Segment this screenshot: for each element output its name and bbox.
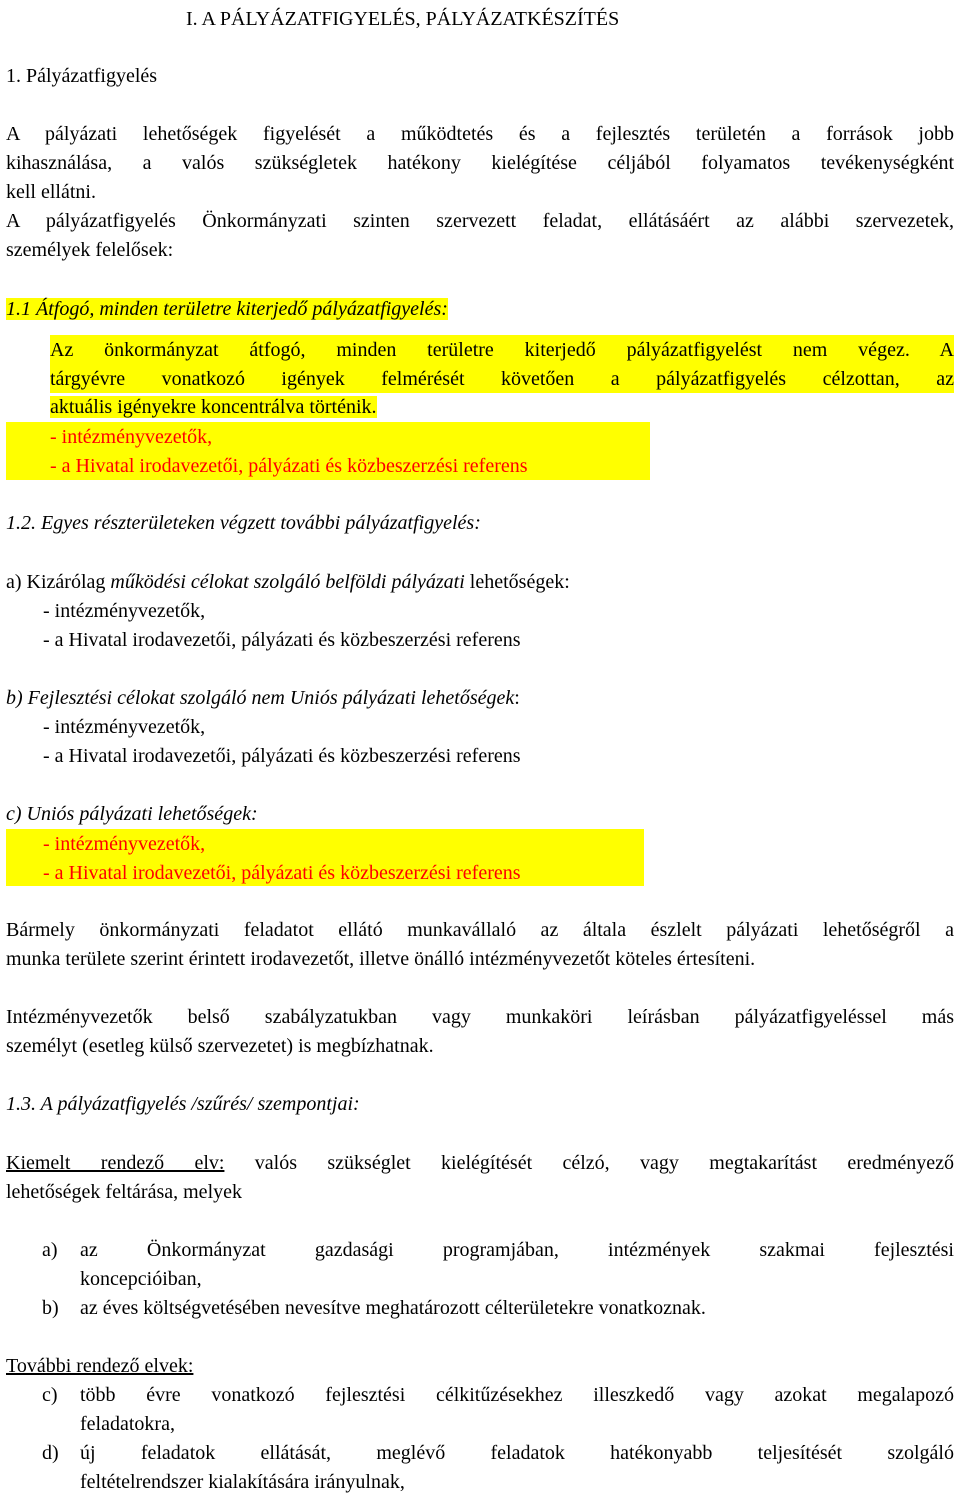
s11-bullet-1: - intézményvezetők, [6, 422, 650, 451]
list-item-text: az Önkormányzat gazdasági programjában, intézmények szakmai fejlesztési [80, 1239, 954, 1261]
s12-b-bullet-1: - intézményvezetők, [43, 716, 206, 738]
para2-line-2: személyt (esetleg külső szervezetet) is megbízhatnak. [6, 1035, 434, 1057]
s11-line-2: tárgyévre vonatkozó igények felmérését követően a pályázatfigyelés célzottan, az [50, 364, 954, 393]
s12-c-label: c) Uniós pályázati lehetőségek: [6, 803, 258, 825]
intro-line-2: kihasználása, a valós szükségletek hatékony kielégítése céljából folyamatos tevékenységként [6, 152, 954, 174]
subsection-heading-1-3: 1.3. A pályázatfigyelés /szűrés/ szempontjai: [6, 1093, 360, 1115]
para1-line-1: Bármely önkormányzati feladatot ellátó munkavállaló az általa észlelt pályázati lehetőségről a [6, 919, 954, 941]
list-item: a) [42, 1239, 58, 1261]
s12-c-bullet-2: - a Hivatal irodavezetői, pályázati és közbeszerzési referens [6, 858, 644, 886]
s11-bullet-2: - a Hivatal irodavezetői, pályázati és közbeszerzési referens [6, 451, 650, 480]
list-item-text: új feladatok ellátását, meglévő feladatok hatékonyabb teljesítését szolgáló [80, 1442, 954, 1464]
para2-line-1: Intézményvezetők belső szabályzatukban vagy munkaköri leírásban pályázatfigyeléssel más [6, 1006, 954, 1028]
list-item-text: feladatokra, [80, 1413, 175, 1435]
list-item-text: koncepcióiban, [80, 1268, 202, 1290]
tovabbi-label: További rendező elvek: [6, 1355, 194, 1377]
s12-a-label: a) Kizárólag működési célokat szolgáló belföldi pályázati lehetőségek: [6, 571, 570, 593]
list-item: c) [42, 1384, 58, 1406]
para1-line-2: munka területe szerint érintett irodavezetőt, illetve önálló intézményvezetőt köteles értesíteni. [6, 948, 756, 970]
subsection-heading-1-2: 1.2. Egyes részterületeken végzett további pályázatfigyelés: [6, 512, 481, 534]
list-item: d) [42, 1442, 59, 1464]
list-item-text: feltételrendszer kialakítására irányulnak, [80, 1471, 405, 1493]
list-item-text: az éves költségvetésében nevesítve meghatározott célterületekre vonatkoznak. [80, 1297, 706, 1319]
subsection-heading-1-1: 1.1 Átfogó, minden területre kiterjedő pályázatfigyelés: [6, 298, 448, 320]
document-title: I. A PÁLYÁZATFIGYELÉS, PÁLYÁZATKÉSZÍTÉS [186, 8, 620, 30]
section-heading: 1. Pályázatfigyelés [6, 65, 158, 87]
kiemelt-line-2: lehetőségek feltárása, melyek [6, 1181, 242, 1203]
s11-line-3: aktuális igényekre koncentrálva történik. [50, 396, 377, 418]
s12-b-bullet-2: - a Hivatal irodavezetői, pályázati és közbeszerzési referens [43, 745, 521, 767]
intro-line-4: A pályázatfigyelés Önkormányzati szinten szervezett feladat, ellátásáért az alábbi szervezetek, [6, 210, 954, 232]
intro-line-3: kell ellátni. [6, 181, 96, 203]
intro-line-5: személyek felelősek: [6, 239, 174, 261]
s12-a-bullet-1: - intézményvezetők, [43, 600, 206, 622]
kiemelt-line-1: Kiemelt rendező elv: valós szükséglet kielégítését célzó, vagy megtakarítást eredményező [6, 1152, 954, 1174]
intro-line-1: A pályázati lehetőségek figyelését a működtetés és a fejlesztés területén a források jobb [6, 123, 954, 145]
s12-a-bullet-2: - a Hivatal irodavezetői, pályázati és közbeszerzési referens [43, 629, 521, 651]
s11-line-1: Az önkormányzat átfogó, minden területre kiterjedő pályázatfigyelést nem végez. A [50, 335, 954, 364]
list-item: b) [42, 1297, 59, 1319]
s12-b-label: b) Fejlesztési célokat szolgáló nem Uniós pályázati lehetőségek: [6, 687, 520, 709]
s12-c-bullet-1: - intézményvezetők, [6, 829, 644, 858]
list-item-text: több évre vonatkozó fejlesztési célkitűzésekhez illeszkedő vagy azokat megalapozó [80, 1384, 954, 1406]
